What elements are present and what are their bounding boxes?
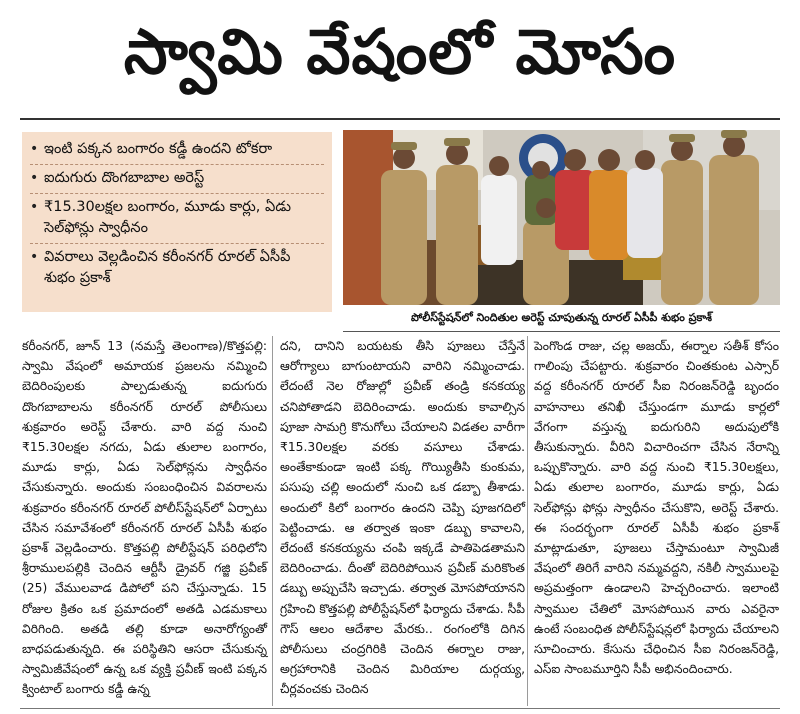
- highlight-text: ఇంటి పక్కన బంగారం కడ్డీ ఉందని టోకరా: [44, 141, 273, 157]
- article-text: కరీంనగర్, జూన్ 13 (నమస్తే తెలంగాణ)/కొత్తపల్లి: స్వామి వేషంలో అమాయక ప్రజలను నమ్మించి బెదిరింపులకు పాల్పడుతున్న ఐదుగురు దొంగబాబాలను కరీంనగర్ రూరల్ పోలీసులు శుక్రవారం అరెస్ట్ చేశారు. వారి వద్ద నుంచి ₹15.30లక్షల నగదు, ఏడు తులాల బంగారం, మూడు కార్లు, ఏడు సెల్‌ఫోన్లను స్వాధీనం చేసుకున్నారు. అందుకు సంబంధించిన వివరాలను శుక్రవారం కరీంనగర్ రూరల్ పోలీస్‌స్టేషన్‌లో ఏర్పాటు చేసిన సమావేశంలో కరీంనగర్ రూరల్ ఏసీపీ శుభం ప్రకాశ్ వెల్లడించారు. కొత్తపల్లి పోలీస్టేషన్ పరిధిలోని శ్రీరాములపల్లికి చెందిన ఆర్టీసీ డ్రైవర్ గజ్జి ప్రవీణ్ (25) వేములవాడ డిపోలో పని చేస్తున్నాడు. 15 రోజుల క్రితం ఒక ప్రమాదంలో అతడి ఎడమకాలు విరిగింది. అతడి తల్లి కూడా అనారోగ్యంతో బాధపడుతున్నది. ఈ పరిస్థితిని ఆసరా చేసుకున్న స్వామిజీవేషంలో ఉన్న ఒక వ్యక్తి ప్రవీణ్ ఇంటి పక్కన క్వింటాల్ బంగారు కడ్డీ ఉన్న: [22, 339, 267, 697]
- article-column: [534, 336, 779, 679]
- bullet-icon: •: [30, 141, 39, 157]
- highlight-text: ఐదుగురు దొంగబాబాల అరెస్ట్: [44, 170, 205, 186]
- bullet-icon: •: [30, 170, 39, 186]
- article-column: [280, 336, 525, 700]
- highlight-item: [30, 136, 324, 165]
- column-divider: [527, 336, 528, 706]
- highlight-text: వివరాలు వెల్లడించిన కరీంనగర్ రూరల్ ఏసీపీ శుభం ప్రకాశ్: [44, 249, 291, 286]
- headline-text: స్వామి వేషంలో మోసం: [123, 15, 677, 88]
- highlights-box: [22, 132, 332, 312]
- article-text: పెంగొండ రాజు, చల్ల అజయ్, ఈర్నాల సతీశ్ కోసం గాలింపు చేపట్టారు. శుక్రవారం చింతకుంట ఎస్సార్ వద్ద కరీంనగర్ రూరల్ సీఐ నిరంజన్‌రెడ్డి బృందం వాహనాలు తనిఖీ చేస్తుండగా మూడు కార్లలో వేగంగా వస్తున్న ఐదుగురిని అదుపులోకి తీసుకున్నారు. వీరిని విచారించగా చేసిన నేరాన్ని ఒప్పుకొన్నారు. వారి వద్ద నుంచి ₹15.30లక్షలు, ఏడు తులాల బంగారం, మూడు కార్లు, ఏడు సెల్‌ఫోన్లు ఫోన్లు స్వాధీనం చేసుకొని, అరెస్ట్ చేశారు. ఈ సందర్భంగా రూరల్ ఏసీపీ శుభం ప్రకాశ్ మాట్లాడుతూ, పూజలు చేస్తామంటూ స్వామిజీ వేషంలో తిరిగే వారిని నమ్మవద్దని, నకిలీ స్వాములపై అప్రమత్తంగా ఉండాలని హెచ్చరించారు. ఇలాంటి స్వాముల చేతిలో మోసపోయిన వారు ఎవరైనా ఉంటే సంబంధిత పోలీస్‌స్టేషన్లలో ఫిర్యాదు చేయాలని సూచించారు. కేసును చేధించిన సీఐ నిరంజన్‌రెడ్డి, ఎస్ఐ సాంబమూర్తిని సీపీ అభినందించారు.: [534, 339, 779, 677]
- headline-divider: [20, 118, 780, 120]
- column-divider: [272, 336, 273, 706]
- article-text: దని, దానిని బయటకు తీసి పూజలు చేస్తేనే ఆరోగ్యాలు బాగుంటాయని వారిని నమ్మించాడు. లేదంటే నెల రోజుల్లో ప్రవీణ్ తండ్రి కనకయ్య చనిపోతాడని బెదిరించాడు. అందుకు కావాల్సిన పూజా సామగ్రి కొనుగోలు చేయాలని విడతల వారీగా ₹15.30లక్షల వరకు వసూలు చేశాడు. అంతేకాకుండా ఇంటి పక్క గొయ్యితీసి కుంకుమ, పసుపు చల్లి అందులో నుంచి ఒక డబ్బా తీశాడు. అందులో కిలో బంగారం ఉందని చెప్పి పూజగదిలో పెట్టించాడు. ఆ తర్వాత ఇంకా డబ్బు కావాలని, లేదంటే కనకయ్యను చంపి ఇక్కడే పాతిపెడతామని బెదిరించాడు. దీంతో బెదిరిపోయిన ప్రవీణ్ మరికొంత డబ్బు అప్పుచేసి ఇచ్చాడు. తర్వాత మోసపోయానని గ్రహించి కొత్తపల్లి పోలీస్టేషన్‌లో ఫిర్యాదు చేశాడు. సీపీ గౌస్ ఆలం ఆదేశాల మేరకు.. రంగంలోకి దిగిన పోలీసులు చంద్రగిరికి చెందిన ఈర్నాల రాజు, అగ్రహారానికి చెందిన మిరియాల దుర్గయ్య, చీర్లవంచకు చెందిన: [280, 339, 525, 697]
- bottom-divider: [20, 708, 780, 709]
- headline: [0, 0, 800, 118]
- photo-caption: [343, 308, 780, 330]
- bullet-icon: •: [30, 199, 39, 215]
- highlight-item: [30, 194, 324, 244]
- caption-divider: [343, 331, 780, 332]
- article-column: [22, 336, 267, 700]
- bullet-icon: •: [30, 249, 39, 265]
- police-press-photo: [343, 130, 780, 305]
- news-photo: [343, 130, 780, 305]
- photo-caption-text: పోలీస్‌స్టేషన్‌లో నిందితుల అరెస్ట్ చూపుతున్న రూరల్ ఏసీపీ శుభం ప్రకాశ్: [411, 311, 712, 324]
- highlight-item: [30, 244, 324, 293]
- highlight-text: ₹15.30లక్షల బంగారం, మూడు కార్లు, ఏడు సెల్‌ఫోన్లు స్వాధీనం: [44, 199, 292, 236]
- highlight-item: [30, 165, 324, 194]
